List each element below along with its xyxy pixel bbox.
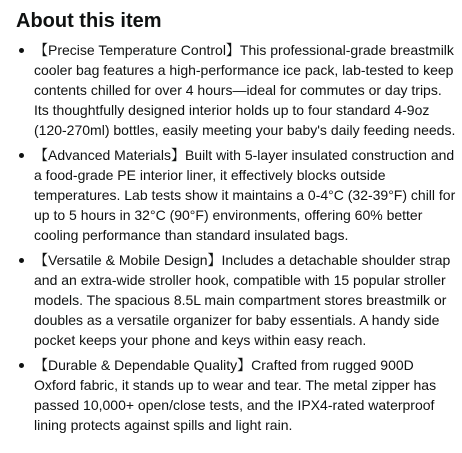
section-title: About this item <box>16 10 162 32</box>
feature-bullet-versatile-design <box>16 250 456 350</box>
feature-bullet-text: 【Durable & Dependable Quality】Crafted from rugged 900D Oxford fabric, it stands up to wear and tear. The metal zipper has passed 10,000+ open/close tests, and the IPX4-rated waterproof lining protects against spills and light rain. <box>34 357 437 433</box>
feature-bullet-list <box>16 40 456 435</box>
bullet-dot-icon <box>19 258 24 263</box>
feature-bullet-text: 【Advanced Materials】Built with 5-layer insulated construction and a food-grade PE interior liner, it effectively blocks outside temperatures. Lab tests show it maintains a 0-4°C (32-39°F) chill for up to 5 hours in 32°C (90°F) environments, offering 60% better cooling performance than standard insulated bags. <box>34 147 456 243</box>
feature-bullet-durable-quality <box>16 355 456 435</box>
feature-bullet-text: 【Precise Temperature Control】This professional-grade breastmilk cooler bag features a high-performance ice pack, lab-tested to keep contents chilled for over 4 hours—ideal for commutes or day trips. Its thoughtfully designed interior holds up to four standard 4-9oz (120-270ml) bottles, easily meeting your baby's daily feeding needs. <box>34 42 456 138</box>
bullet-dot-icon <box>19 48 24 53</box>
feature-bullet-advanced-materials <box>16 145 456 245</box>
bullet-dot-icon <box>19 153 24 158</box>
feature-bullet-temperature-control <box>16 40 456 140</box>
feature-bullet-text: 【Versatile & Mobile Design】Includes a detachable shoulder strap and an extra-wide stroller hook, compatible with 15 popular stroller models. The spacious 8.5L main compartment stores breastmilk or doubles as a versatile organizer for baby essentials. A handy side pocket keeps your phone and keys within easy reach. <box>34 252 451 348</box>
bullet-dot-icon <box>19 363 24 368</box>
